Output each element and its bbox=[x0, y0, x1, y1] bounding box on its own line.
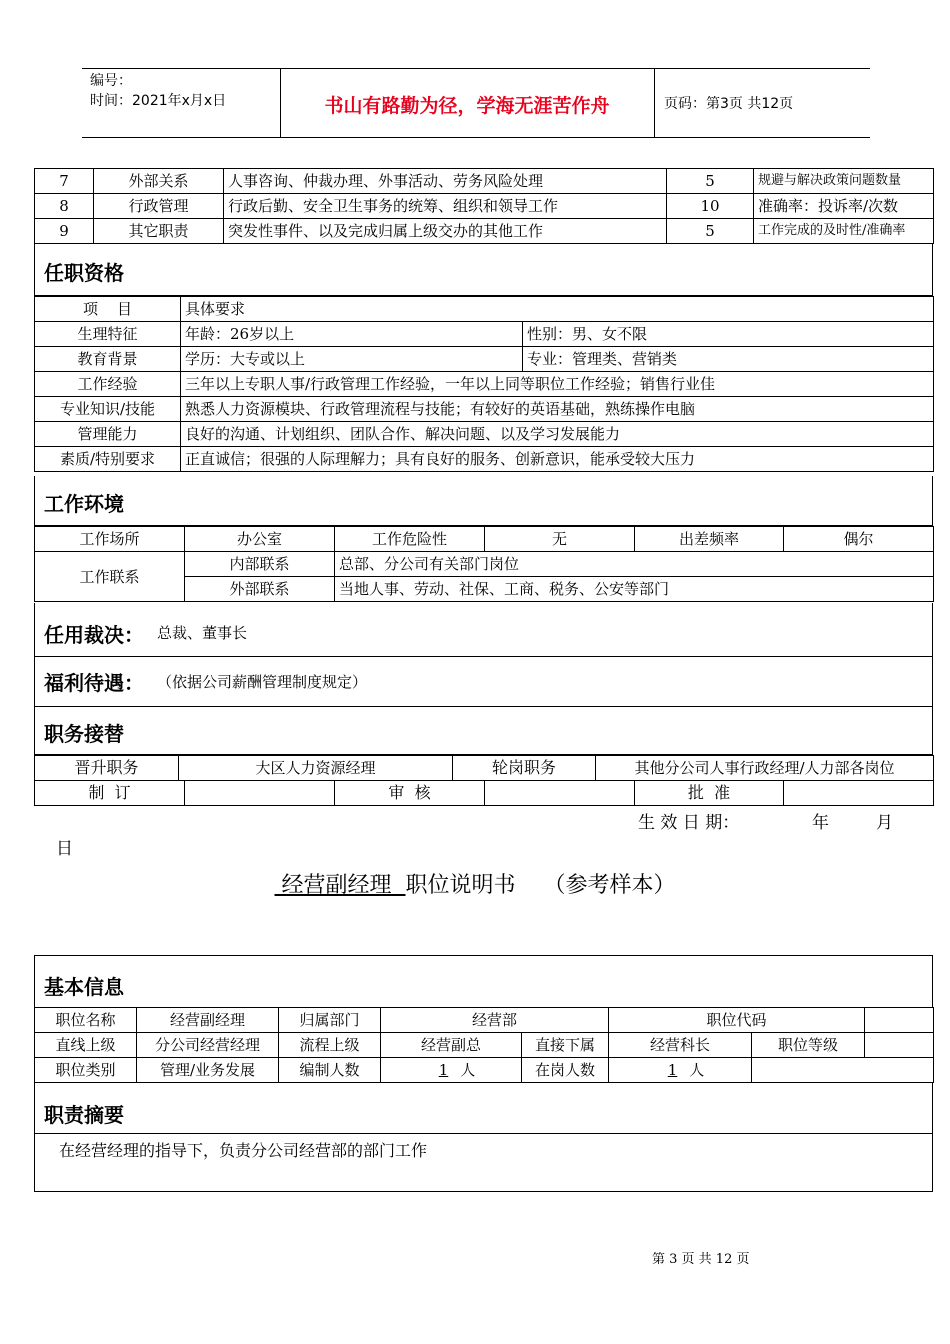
duty-content: 人事咨询、仲裁办理、外事活动、劳务风险处理 bbox=[224, 169, 667, 194]
qual-item: 素质/特别要求 bbox=[35, 447, 181, 472]
duty-kpi: 工作完成的及时性/准确率 bbox=[754, 219, 934, 244]
table-row bbox=[35, 552, 934, 577]
qual-header-item: 项 目 bbox=[35, 297, 181, 322]
page-footer: 第 3 页 共 12 页 bbox=[652, 1252, 750, 1267]
qual-header-req: 具体要求 bbox=[181, 297, 934, 322]
rotate-label: 轮岗职务 bbox=[453, 756, 596, 781]
succession-title: 职务接替 bbox=[44, 722, 124, 746]
benefits-value: （依据公司薪酬管理制度规定） bbox=[157, 673, 368, 691]
summary-title: 职责摘要 bbox=[44, 1103, 124, 1127]
label-cell: 归属部门 bbox=[279, 1008, 381, 1033]
duty-no: 8 bbox=[35, 194, 94, 219]
table-row bbox=[35, 756, 934, 781]
doc2-title-rest: 职位说明书 （参考样本） bbox=[405, 873, 676, 898]
label-cell: 职位代码 bbox=[609, 1008, 865, 1033]
environment-heading-box bbox=[34, 476, 933, 526]
effective-date bbox=[638, 808, 908, 833]
label-cell: 流程上级 bbox=[279, 1033, 381, 1058]
value-cell bbox=[381, 1058, 522, 1083]
qual-value: 性别：男、女不限 bbox=[523, 322, 934, 347]
env-external: 当地人事、劳动、社保、工商、税务、公安等部门 bbox=[335, 577, 934, 602]
benefits-title: 福利待遇： bbox=[44, 671, 144, 695]
summary-text: 在经营经理的指导下，负责分公司经营部的部门工作 bbox=[59, 1141, 428, 1160]
header-motto: 书山有路勤为径，学海无涯苦作舟 bbox=[324, 95, 610, 117]
label-cell: 直线上级 bbox=[35, 1033, 137, 1058]
env-risk-label: 工作危险性 bbox=[335, 527, 485, 552]
value-cell: 经营部 bbox=[381, 1008, 609, 1033]
qual-item: 专业知识/技能 bbox=[35, 397, 181, 422]
qual-value: 熟悉人力资源模块、行政管理流程与技能；有较好的英语基础，熟练操作电脑 bbox=[181, 397, 934, 422]
table-row bbox=[35, 372, 934, 397]
appointment-box bbox=[34, 603, 933, 657]
qual-item: 教育背景 bbox=[35, 347, 181, 372]
qual-value: 专业：管理类、营销类 bbox=[523, 347, 934, 372]
doc2-title bbox=[0, 868, 950, 899]
succession-heading-box bbox=[34, 707, 933, 755]
value-cell bbox=[609, 1058, 752, 1083]
effective-day: 日 bbox=[56, 839, 73, 859]
duty-no: 7 bbox=[35, 169, 94, 194]
basic-heading-box bbox=[34, 955, 933, 1007]
duty-kpi: 准确率：投诉率/次数 bbox=[754, 194, 934, 219]
environment-table bbox=[34, 526, 934, 602]
value-cell: 管理/业务发展 bbox=[137, 1058, 279, 1083]
env-contact-label: 工作联系 bbox=[35, 552, 185, 602]
review-signature bbox=[485, 781, 635, 806]
appointment-title: 任用裁决： bbox=[44, 623, 144, 647]
appointment-value: 总裁、董事长 bbox=[157, 624, 248, 642]
table-row bbox=[35, 527, 934, 552]
table-row bbox=[35, 447, 934, 472]
review-label: 审 核 bbox=[335, 781, 485, 806]
effective-month: 月 bbox=[876, 813, 893, 833]
duty-name: 其它职责 bbox=[94, 219, 224, 244]
duty-kpi: 规避与解决政策问题数量 bbox=[754, 169, 934, 194]
table-row bbox=[35, 322, 934, 347]
qualification-title: 任职资格 bbox=[44, 261, 124, 285]
qual-item: 生理特征 bbox=[35, 322, 181, 347]
onduty-value: 1 bbox=[667, 1061, 678, 1079]
table-row bbox=[35, 1033, 934, 1058]
env-risk: 无 bbox=[485, 527, 635, 552]
label-cell: 职位名称 bbox=[35, 1008, 137, 1033]
value-cell: 分公司经营经理 bbox=[137, 1033, 279, 1058]
duty-weight: 5 bbox=[667, 169, 754, 194]
table-row bbox=[35, 781, 934, 806]
duty-content: 突发性事件、以及完成归属上级交办的其他工作 bbox=[224, 219, 667, 244]
env-travel: 偶尔 bbox=[784, 527, 934, 552]
qual-value: 三年以上专职人事/行政管理工作经验，一年以上同等职位工作经验；销售行业佳 bbox=[181, 372, 934, 397]
value-cell: 经营副总 bbox=[381, 1033, 522, 1058]
headcount-value: 1 bbox=[438, 1061, 449, 1079]
qual-value: 年龄：26岁以上 bbox=[181, 322, 523, 347]
succession-table bbox=[34, 755, 934, 781]
rotate-value: 其他分公司人事行政经理/人力部各岗位 bbox=[596, 756, 934, 781]
draft-signature bbox=[185, 781, 335, 806]
page-header bbox=[82, 68, 870, 138]
label-cell: 职位类别 bbox=[35, 1058, 137, 1083]
onduty-unit: 人 bbox=[689, 1061, 705, 1079]
duty-content: 行政后勤、安全卫生事务的统筹、组织和领导工作 bbox=[224, 194, 667, 219]
duty-weight: 5 bbox=[667, 219, 754, 244]
value-cell bbox=[865, 1008, 934, 1033]
table-row bbox=[35, 1058, 934, 1083]
promote-label: 晋升职务 bbox=[35, 756, 179, 781]
value-cell bbox=[865, 1033, 934, 1058]
value-cell: 经营副经理 bbox=[137, 1008, 279, 1033]
header-page-label: 页码：第3页 共12页 bbox=[664, 96, 794, 112]
benefits-box bbox=[34, 657, 933, 707]
env-internal-label: 内部联系 bbox=[185, 552, 335, 577]
table-row bbox=[35, 297, 934, 322]
env-travel-label: 出差频率 bbox=[635, 527, 784, 552]
label-cell: 直接下属 bbox=[522, 1033, 609, 1058]
duty-name: 行政管理 bbox=[94, 194, 224, 219]
effective-year: 年 bbox=[812, 813, 829, 833]
qualification-table bbox=[34, 296, 934, 472]
qualification-heading-box bbox=[34, 243, 933, 296]
table-row bbox=[35, 347, 934, 372]
table-row bbox=[35, 219, 934, 244]
summary-box bbox=[34, 1082, 933, 1192]
table-row bbox=[35, 422, 934, 447]
env-place-label: 工作场所 bbox=[35, 527, 185, 552]
approve-label: 批 准 bbox=[635, 781, 784, 806]
label-cell: 编制人数 bbox=[279, 1058, 381, 1083]
doc2-title-position: 经营副经理 bbox=[274, 873, 406, 898]
env-internal: 总部、分公司有关部门岗位 bbox=[335, 552, 934, 577]
qual-item: 工作经验 bbox=[35, 372, 181, 397]
env-external-label: 外部联系 bbox=[185, 577, 335, 602]
doc-number-label: 编号： bbox=[90, 73, 132, 89]
qual-item: 管理能力 bbox=[35, 422, 181, 447]
doc-time-label: 时间：2021年x月x日 bbox=[90, 93, 227, 109]
duty-name: 外部关系 bbox=[94, 169, 224, 194]
value-cell: 经营科长 bbox=[609, 1033, 752, 1058]
environment-title: 工作环境 bbox=[44, 492, 124, 516]
approve-signature bbox=[784, 781, 934, 806]
basic-info-table bbox=[34, 1007, 934, 1083]
headcount-unit: 人 bbox=[460, 1061, 476, 1079]
table-row bbox=[35, 1008, 934, 1033]
table-row bbox=[35, 397, 934, 422]
qual-value: 良好的沟通、计划组织、团队合作、解决问题、以及学习发展能力 bbox=[181, 422, 934, 447]
effective-date-label: 生 效 日 期： bbox=[638, 813, 740, 833]
duties-table bbox=[34, 168, 934, 244]
table-row bbox=[35, 169, 934, 194]
label-cell: 职位等级 bbox=[752, 1033, 865, 1058]
label-cell: 在岗人数 bbox=[522, 1058, 609, 1083]
duty-weight: 10 bbox=[667, 194, 754, 219]
qual-value: 学历：大专或以上 bbox=[181, 347, 523, 372]
env-place: 办公室 bbox=[185, 527, 335, 552]
promote-value: 大区人力资源经理 bbox=[179, 756, 453, 781]
signoff-table bbox=[34, 780, 934, 806]
draft-label: 制 订 bbox=[35, 781, 185, 806]
table-row bbox=[35, 194, 934, 219]
basic-title: 基本信息 bbox=[44, 975, 124, 999]
empty-cell bbox=[752, 1058, 934, 1083]
duty-no: 9 bbox=[35, 219, 94, 244]
qual-value: 正直诚信；很强的人际理解力；具有良好的服务、创新意识，能承受较大压力 bbox=[181, 447, 934, 472]
